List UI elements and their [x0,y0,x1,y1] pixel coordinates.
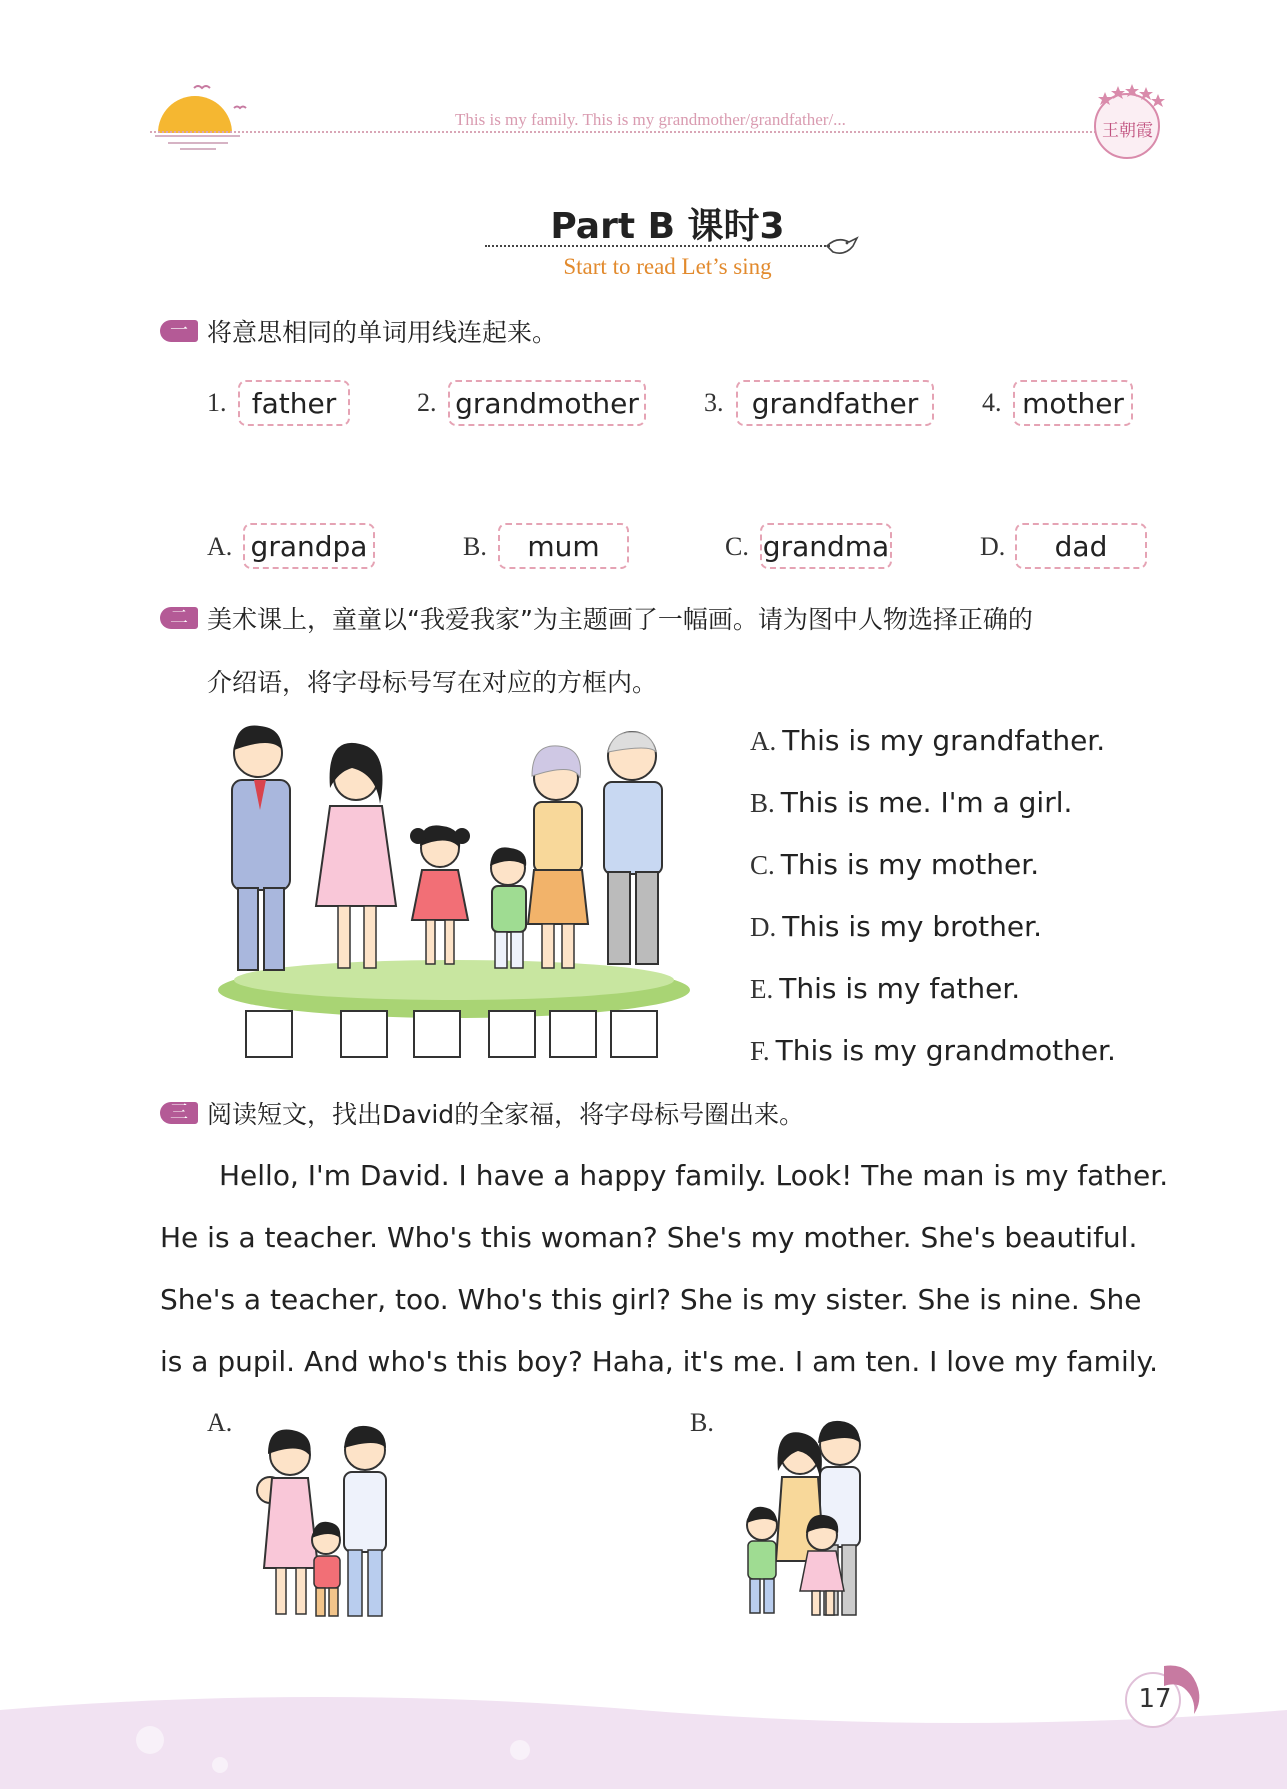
family-picture-a[interactable] [240,1420,410,1630]
sentence-f [750,1034,1116,1067]
answer-box-1[interactable] [245,1010,293,1058]
word-box-father[interactable]: father [238,380,350,426]
footer-wave [0,1680,1287,1789]
item-letter: A. [207,532,233,561]
sentence-b [750,786,1072,819]
section-3-badge: 三 [160,1102,198,1124]
item-number: 3. [704,388,724,417]
section-3-instruction: 阅读短文，找出David的全家福，将字母标号圈出来。 [207,1100,805,1129]
sentence-letter: A. [750,726,777,756]
word-box-grandpa[interactable]: grandpa [243,523,375,569]
page-title: Part B 课时3 [550,206,785,247]
item-number: 4. [982,388,1002,417]
passage-line: Hello, I'm David. I have a happy family. Look! The man is my father. [219,1159,1169,1192]
sentence-letter: B. [750,788,775,818]
word-box-dad[interactable]: dad [1015,523,1147,569]
sentence-text: This is me. I'm a girl. [780,786,1073,819]
answer-box-5[interactable] [549,1010,597,1058]
publisher-logo [1085,78,1170,163]
item-letter: B. [463,532,487,561]
sentence-c [750,848,1039,881]
sentence-text: This is my father. [779,972,1021,1005]
section-2-instruction-line1: 美术课上，童童以“我爱我家”为主题画了一幅画。请为图中人物选择正确的 [207,605,1033,634]
option-a-label[interactable]: A. [207,1408,233,1437]
answer-box-6[interactable] [610,1010,658,1058]
header-dotted-line [150,131,1100,133]
word-box-grandmother[interactable]: grandmother [448,380,646,426]
logo-text: 王朝霞 [1102,121,1153,141]
answer-box-4[interactable] [488,1010,536,1058]
sentence-letter: F. [750,1036,770,1066]
option-b-label[interactable]: B. [690,1408,714,1437]
sentence-text: This is my grandmother. [775,1034,1116,1067]
item-number: 2. [417,388,437,417]
sentence-text: This is my mother. [780,848,1040,881]
item-letter: D. [980,532,1006,561]
passage-line: She's a teacher, too. Who's this girl? She is my sister. She is nine. She [160,1283,1142,1316]
sentence-d [750,910,1042,943]
sentence-text: This is my grandfather. [782,724,1106,757]
sentence-letter: D. [750,912,777,942]
family-illustration [218,718,690,1018]
section-2-instruction-line2: 介绍语，将字母标号写在对应的方框内。 [207,668,658,697]
word-box-mum[interactable]: mum [498,523,629,569]
sunset-icon [150,78,260,158]
word-box-grandfather[interactable]: grandfather [736,380,934,426]
answer-box-2[interactable] [340,1010,388,1058]
title-underline [485,245,830,247]
item-letter: C. [725,532,749,561]
sentence-e [750,972,1020,1005]
page-subtitle: Start to read Let’s sing [563,254,772,279]
running-title: This is my family. This is my grandmother/grandfather/... [455,110,846,129]
sentence-text: This is my brother. [782,910,1042,943]
section-1-badge: 一 [160,320,198,342]
answer-box-3[interactable] [413,1010,461,1058]
sentence-a [750,724,1105,757]
bird-icon [825,234,859,256]
section-2-badge: 二 [160,607,198,629]
word-box-grandma[interactable]: grandma [760,523,892,569]
word-box-mother[interactable]: mother [1013,380,1133,426]
passage-line: is a pupil. And who's this boy? Haha, it's me. I am ten. I love my family. [160,1345,1158,1378]
sentence-letter: C. [750,850,775,880]
page-number: 17 [1138,1684,1172,1714]
section-1-instruction: 将意思相同的单词用线连起来。 [207,318,558,347]
item-number: 1. [207,388,227,417]
family-picture-b[interactable] [730,1415,880,1630]
passage-line: He is a teacher. Who's this woman? She's my mother. She's beautiful. [160,1221,1138,1254]
sentence-letter: E. [750,974,774,1004]
